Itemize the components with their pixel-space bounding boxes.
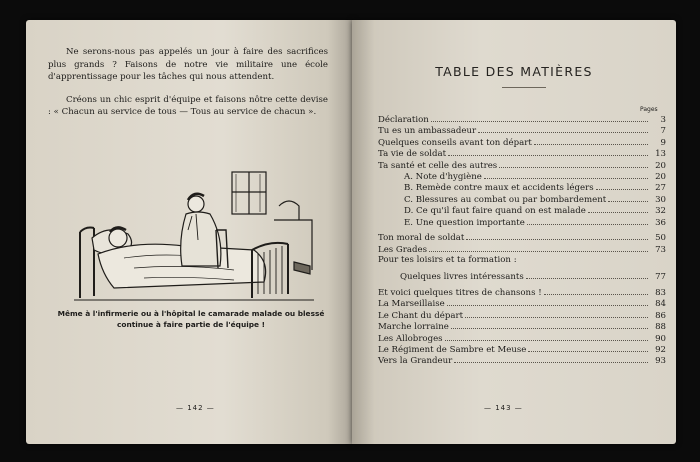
toc-subentry: B. Remède contre maux et accidents légers 27 bbox=[404, 183, 666, 194]
toc-entry: Déclaration 3 bbox=[378, 115, 666, 125]
left-page-text bbox=[48, 46, 328, 129]
title-rule bbox=[502, 87, 546, 88]
toc-entry: Et voici quelques titres de chansons ! 83 bbox=[378, 287, 666, 298]
page-number-right: — 143 — bbox=[484, 404, 523, 412]
open-booklet bbox=[22, 20, 678, 444]
toc-subentry: C. Blessures au combat ou par bombardement 30 bbox=[404, 194, 666, 205]
toc-subentry: D. Ce qu'il faut faire quand on est malade 32 bbox=[404, 206, 666, 217]
toc-entry: Le Régiment de Sambre et Meuse 92 bbox=[378, 344, 666, 355]
toc-entry: Quelques conseils avant ton départ 9 bbox=[378, 137, 666, 148]
toc-entry: Ton moral de soldat 50 bbox=[378, 233, 666, 244]
page-number-left: — 142 — bbox=[176, 404, 215, 412]
toc-entry: Pour tes loisirs et ta formation : bbox=[378, 255, 517, 266]
toc-entry: Ta santé et celle des autres 20 bbox=[378, 160, 666, 171]
toc-entry: Les Allobroges 90 bbox=[378, 333, 666, 344]
toc-entry: Vers la Grandeur 93 bbox=[378, 356, 666, 367]
toc-subentry: A. Note d'hygiène 20 bbox=[404, 171, 666, 182]
toc-entry: Marche lorraine 88 bbox=[378, 322, 666, 333]
toc-entry: Tu es un ambassadeur 7 bbox=[378, 126, 666, 137]
toc-entry: La Marseillaise 84 bbox=[378, 299, 666, 310]
right-page bbox=[352, 20, 676, 444]
toc-title: TABLE DES MATIÈRES bbox=[435, 64, 593, 79]
toc-entry: Le Chant du départ 86 bbox=[378, 310, 666, 321]
toc-entry: Ta vie de soldat 13 bbox=[378, 149, 666, 160]
toc-subentry: Quelques livres intéressants 77 bbox=[400, 272, 666, 283]
paragraph-1: Ne serons-nous pas appelés un jour à faire des sacrifices plus grands ? Faisons de notre vie militaire une école d'apprentissage pour les tâches qui nous attendent. bbox=[48, 47, 328, 82]
paragraph-2: Créons un chic esprit d'équipe et faisons nôtre cette devise : « Chacun au service de tous — Tous au service de chacun ». bbox=[48, 94, 328, 117]
table-of-contents bbox=[378, 114, 666, 367]
pages-column-label: Pages bbox=[640, 106, 658, 113]
illustration-caption: Même à l'infirmerie ou à l'hôpital le camarade malade ou blessé continue à faire partie de l'équipe ! bbox=[57, 309, 325, 329]
toc-subentry: E. Une question importante 36 bbox=[404, 217, 666, 228]
toc-entry: Les Grades 73 bbox=[378, 244, 666, 255]
infirmary-illustration bbox=[74, 170, 314, 306]
left-page bbox=[26, 20, 354, 444]
